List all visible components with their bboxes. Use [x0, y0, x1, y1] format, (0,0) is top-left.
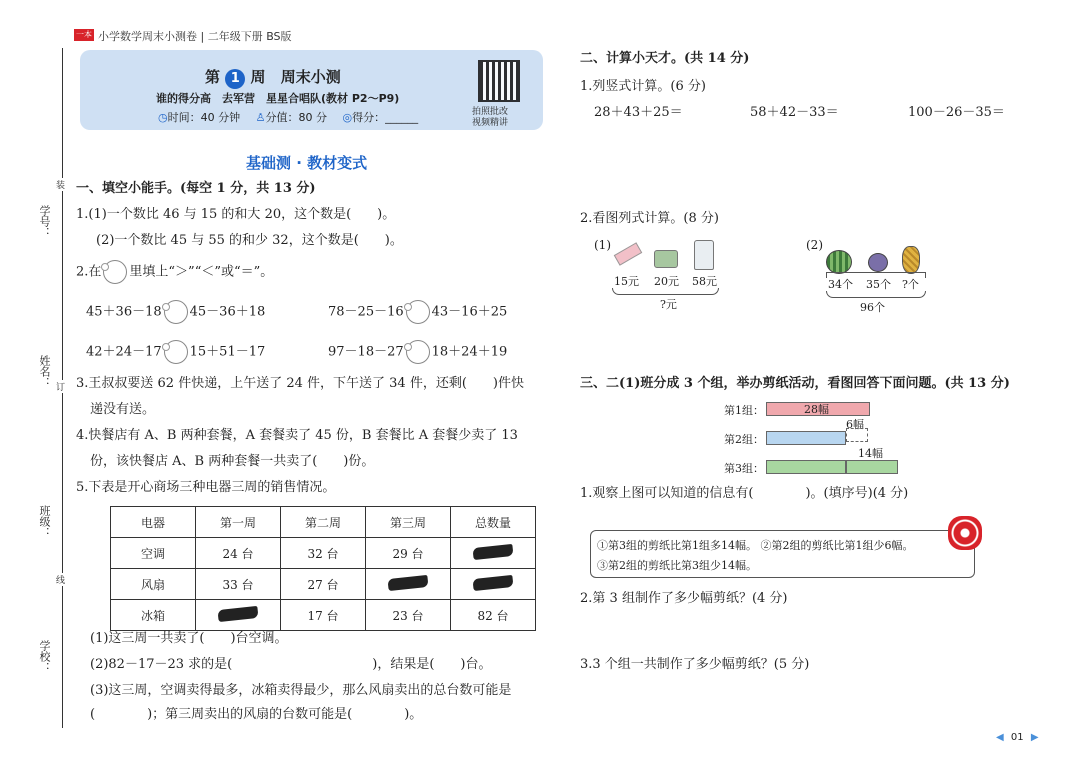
banner-meta	[158, 109, 418, 125]
c4-left: 97－18－27	[328, 344, 404, 360]
q2-post: 里填上“＞”“＜”或“＝”。	[129, 264, 274, 280]
cell: 24 台	[196, 538, 281, 569]
group-3-bar	[766, 460, 846, 474]
th: 第二周	[281, 507, 366, 538]
q3b: 递没有送。	[90, 402, 156, 417]
cell: 27 台	[281, 569, 366, 600]
c2-left: 78－25－16	[328, 304, 404, 320]
title-banner	[80, 50, 543, 130]
ink-blot-icon	[472, 574, 513, 590]
cell: 32 台	[281, 538, 366, 569]
table-row	[111, 569, 536, 600]
th: 电器	[111, 507, 196, 538]
c1-right: 45－36＋18	[189, 304, 266, 320]
section-title: 基础测 · 教材变式	[246, 154, 368, 172]
q4a: 4.快餐店有 A、B 两种套餐，A 套餐卖了 45 份，B 套餐比 A 套餐少卖了 13	[76, 428, 518, 443]
table-row	[111, 600, 536, 631]
th: 第一周	[196, 507, 281, 538]
week-number-badge: 1	[225, 69, 245, 89]
side-label-name: 姓名：	[38, 355, 51, 388]
p2-brace	[826, 291, 926, 298]
papercut-flower-icon	[948, 516, 982, 550]
p2-count-3: ?个	[902, 278, 919, 291]
title-suffix: 周	[250, 68, 266, 86]
q3a: 3.王叔叔要送 62 件快递，上午送了 24 件，下午送了 34 件，还剩( )件快	[76, 376, 524, 391]
side-mark-zhuang: 装	[56, 178, 65, 191]
q5-2b: )，结果是( )台。	[372, 657, 492, 672]
cell: 空调	[111, 538, 196, 569]
p1-brace	[612, 288, 719, 295]
person-icon: ♙	[255, 111, 266, 124]
q4b: 份，该快餐店 A、B 两种套餐一共卖了( )份。	[90, 454, 375, 469]
ink-blot-icon	[472, 543, 513, 559]
cell-obscured	[196, 600, 281, 631]
side-label-id: 学号：	[38, 205, 51, 238]
prev-arrow-icon: ◀	[996, 732, 1004, 743]
q5-2a: (2)82－17－23 求的是(	[90, 657, 233, 672]
group-3-extra-bar	[846, 460, 898, 474]
clock-icon: ◷	[158, 111, 168, 124]
q5-3a: (3)这三周，空调卖得最多，冰箱卖得最少，那么风扇卖出的总台数可能是	[90, 683, 512, 698]
q5-2	[90, 656, 491, 674]
p2-count-1: 34个	[828, 278, 853, 291]
q5-1: (1)这三周一共卖了( )台空调。	[90, 631, 288, 646]
group-1-value: 28幅	[804, 403, 829, 416]
shampoo-bottle-icon	[694, 240, 714, 270]
cell: 冰箱	[111, 600, 196, 631]
qr-caption-2: 视频精讲	[472, 118, 509, 128]
compare-2	[328, 300, 507, 324]
c2-right: 43－16＋25	[431, 304, 508, 320]
group-3-label: 第3组：	[724, 462, 764, 475]
target-icon: ◎	[342, 111, 353, 124]
group-3-diff: 14幅	[858, 447, 883, 460]
s2-q2: 2.看图列式计算。(8 分)	[580, 211, 719, 226]
side-label-school: 学校：	[38, 640, 51, 673]
cell: 风扇	[111, 569, 196, 600]
q5: 5.下表是开心商场三种电器三周的销售情况。	[76, 480, 336, 495]
title-main: 周末小测	[280, 68, 341, 86]
compare-bubble-icon	[103, 260, 127, 284]
group-2-label: 第2组：	[724, 433, 764, 446]
compare-4	[328, 340, 507, 364]
answer-bubble[interactable]	[406, 300, 430, 324]
th: 总数量	[451, 507, 536, 538]
s2-title: 二、计算小天才。(共 14 分)	[580, 51, 750, 66]
grade-edition: 二年级下册 BS版	[207, 30, 292, 43]
cell-obscured	[366, 569, 451, 600]
answer-bubble[interactable]	[406, 340, 430, 364]
time-limit: 时间：40 分钟	[167, 111, 241, 124]
p1-number: (1)	[594, 238, 611, 252]
table-header-row	[111, 507, 536, 538]
banner-subtitle: 谁的得分高 去军营 星星合唱队(教材 P2～P9)	[156, 92, 400, 105]
qr-caption-1: 拍照批改	[472, 107, 509, 117]
ink-blot-icon	[387, 574, 428, 590]
compare-3	[86, 340, 265, 364]
cell: 82 台	[451, 600, 536, 631]
table-row	[111, 538, 536, 569]
p2-total: 96个	[860, 301, 885, 314]
next-arrow-icon: ▶	[1030, 732, 1039, 743]
s1-title: 一、填空小能手。(每空 1 分，共 13 分)	[76, 181, 316, 196]
p1-price-2: 20元	[654, 275, 679, 288]
p1-question: ?元	[660, 298, 677, 311]
group-2-diff: 6幅	[846, 418, 864, 431]
header-brand-mark: 一本	[76, 30, 92, 39]
banner-title	[205, 66, 341, 89]
s2-q1: 1.列竖式计算。(6 分)	[580, 79, 706, 94]
answer-bubble[interactable]	[164, 340, 188, 364]
group-2-bar	[766, 431, 846, 445]
score-total: 分值：80 分	[265, 111, 327, 124]
info-box	[590, 530, 975, 578]
s3-q3: 3.3 个组一共制作了多少幅剪纸？(5 分)	[580, 657, 810, 672]
cell: 33 台	[196, 569, 281, 600]
toothpaste-icon	[614, 242, 643, 265]
cell: 17 台	[281, 600, 366, 631]
q2-pre: 2.在	[76, 264, 102, 280]
header-series: 小学数学周末小测卷 | 二年级下册 BS版	[98, 30, 292, 43]
cell-obscured	[451, 569, 536, 600]
side-mark-xian: 线	[56, 573, 65, 586]
cell: 29 台	[366, 538, 451, 569]
info-line-2: ③第2组的剪纸比第3组少14幅。	[597, 559, 757, 572]
c3-right: 15＋51－17	[189, 344, 266, 360]
p1-price-3: 58元	[692, 275, 717, 288]
p2-count-2: 35个	[866, 278, 891, 291]
q5-3b: ( )；第三周卖出的风扇的台数可能是( )。	[90, 707, 423, 722]
title-prefix: 第	[205, 68, 221, 86]
c4-right: 18＋24＋19	[431, 344, 508, 360]
info-line-1: ①第3组的剪纸比第1组多14幅。 ②第2组的剪纸比第1组少6幅。	[597, 539, 914, 552]
pineapple-icon	[902, 246, 920, 274]
c3-left: 42＋24－17	[86, 344, 162, 360]
group-2-diff-box	[846, 428, 868, 442]
expr-1: 28＋43＋25＝	[594, 105, 683, 120]
ink-blot-icon	[217, 605, 258, 621]
th: 第三周	[366, 507, 451, 538]
p1-price-1: 15元	[614, 275, 639, 288]
q2	[76, 260, 273, 284]
sales-table	[110, 506, 536, 631]
score-got: 得分：______	[352, 111, 419, 124]
c1-left: 45＋36－18	[86, 304, 162, 320]
side-mark-ding: 订	[56, 380, 65, 393]
plum-icon	[868, 253, 888, 272]
compare-1	[86, 300, 265, 324]
expr-2: 58＋42－33＝	[750, 105, 839, 120]
expr-3: 100－26－35＝	[908, 105, 1005, 120]
towel-icon	[654, 250, 678, 268]
footer-pager	[996, 732, 1039, 743]
cell-obscured	[451, 538, 536, 569]
q1a: 1.(1)一个数比 46 与 15 的和大 20，这个数是( )。	[76, 207, 396, 222]
qr-code[interactable]	[478, 60, 520, 102]
q1b: (2)一个数比 45 与 55 的和少 32，这个数是( )。	[96, 233, 403, 248]
series-name: 小学数学周末小测卷	[98, 30, 197, 43]
watermelon-icon	[826, 250, 852, 274]
group-1-label: 第1组：	[724, 404, 764, 417]
side-label-class: 班级：	[38, 505, 51, 538]
s3-q2: 2.第 3 组制作了多少幅剪纸？(4 分)	[580, 591, 788, 606]
page-number: 01	[1010, 732, 1024, 743]
cell: 23 台	[366, 600, 451, 631]
p2-number: (2)	[806, 238, 823, 252]
s3-title: 三、二(1)班分成 3 个组，举办剪纸活动，看图回答下面问题。(共 13 分)	[580, 376, 1010, 391]
answer-bubble[interactable]	[164, 300, 188, 324]
s3-q1: 1.观察上图可以知道的信息有( )。(填序号)(4 分)	[580, 486, 909, 501]
